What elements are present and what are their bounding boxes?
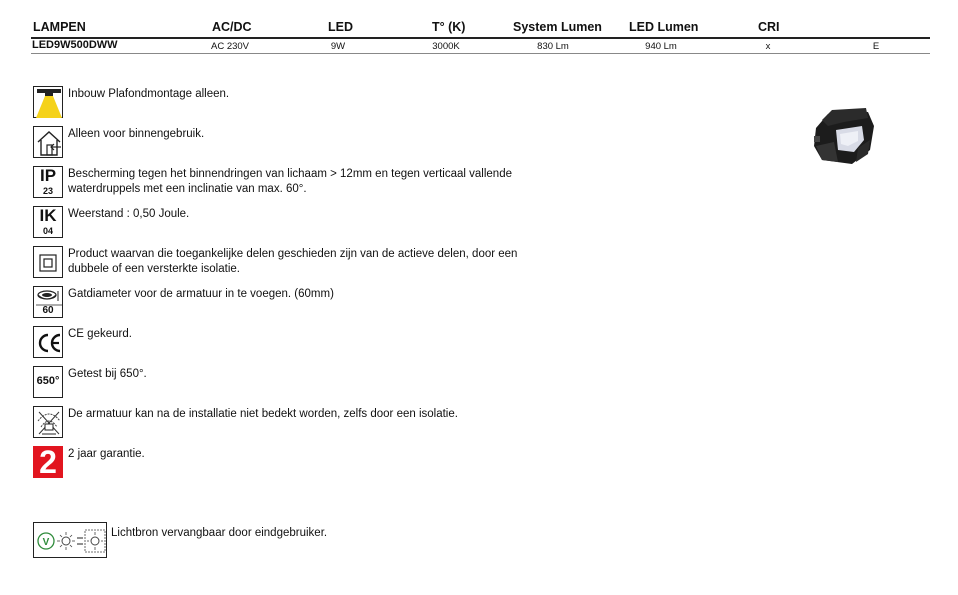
col-header-led: LED xyxy=(328,20,353,34)
col-header-cri: CRI xyxy=(758,20,780,34)
insulation-cover-icon xyxy=(33,406,63,438)
replaceable-symbol: V xyxy=(42,537,50,548)
feature-glow-wire xyxy=(33,366,633,400)
feature-text: Product waarvan die toegankelijke delen geschieden zijn van de actieve delen, door een dubbele of een versterkte isolatie. xyxy=(68,248,518,275)
cutout-value: 60 xyxy=(42,305,54,316)
glow-wire-label: 650° xyxy=(36,375,60,387)
col-header-lampen: LAMPEN xyxy=(33,20,86,34)
cell-led-lumen: 940 Lm xyxy=(645,41,677,52)
feature-text: Alleen voor binnengebruik. xyxy=(68,128,205,140)
feature-text: 2 jaar garantie. xyxy=(68,448,145,460)
ce-mark-icon xyxy=(33,326,63,358)
feature-ceiling-mount xyxy=(33,86,633,120)
feature-warranty xyxy=(33,446,633,480)
glow-wire-icon xyxy=(33,366,63,398)
feature-text: CE gekeurd. xyxy=(68,328,132,340)
feature-ce xyxy=(33,326,633,360)
cell-temperature: 3000K xyxy=(432,41,460,52)
feature-text: De armatuur kan na de installatie niet bedekt worden, zelfs door een isolatie. xyxy=(68,408,458,420)
cutout-diameter-icon xyxy=(33,286,63,318)
cell-acdc: AC 230V xyxy=(210,41,250,52)
replaceable-light-source-icon xyxy=(33,522,107,558)
cell-model: LED9W500DWW xyxy=(32,39,118,51)
product-photo-icon xyxy=(808,106,878,174)
feature-cutout-diameter xyxy=(33,286,633,320)
table-bottom-rule xyxy=(31,53,930,54)
feature-text: Getest bij 650°. xyxy=(68,368,147,380)
cell-system-lumen: 830 Lm xyxy=(537,41,569,52)
warranty-icon: 2 xyxy=(33,446,63,478)
ik-rating-icon xyxy=(33,206,63,238)
table-top-rule xyxy=(31,37,930,39)
ik-value: 04 xyxy=(42,226,53,236)
col-header-temperature: T° (K) xyxy=(432,20,466,34)
col-header-acdc: AC/DC xyxy=(212,20,252,34)
ip-value: 23 xyxy=(42,186,53,196)
feature-replaceable-light-source xyxy=(33,522,533,560)
replaceable-text: Lichtbron vervangbaar door eindgebruiker. xyxy=(111,527,328,539)
feature-text: Bescherming tegen het binnendringen van lichaam > 12mm en tegen verticaal vallende waterdruppels met een inclinatie van max. 60°. xyxy=(68,168,512,195)
col-header-led-lumen: LED Lumen xyxy=(629,20,699,34)
cell-led: 9W xyxy=(330,41,346,52)
indoor-house-icon xyxy=(33,126,63,158)
ip-rating-icon xyxy=(33,166,63,198)
cell-energy-class: E xyxy=(872,41,880,52)
double-insulation-icon xyxy=(33,246,63,278)
feature-indoor xyxy=(33,126,633,160)
ceiling-recessed-icon xyxy=(33,86,63,118)
feature-text: Gatdiameter voor de armatuur in te voegen. (60mm) xyxy=(68,288,334,300)
feature-double-insulation xyxy=(33,246,633,280)
cell-cri: x xyxy=(765,41,771,52)
ik-label: IK xyxy=(39,206,57,225)
ip-label: IP xyxy=(39,166,57,185)
feature-insulation-cover xyxy=(33,406,633,440)
feature-ik-rating xyxy=(33,206,633,240)
feature-text: Weerstand : 0,50 Joule. xyxy=(68,208,190,220)
feature-ip-rating xyxy=(33,166,633,200)
feature-text: Inbouw Plafondmontage alleen. xyxy=(68,88,230,100)
col-header-system-lumen: System Lumen xyxy=(513,20,602,34)
